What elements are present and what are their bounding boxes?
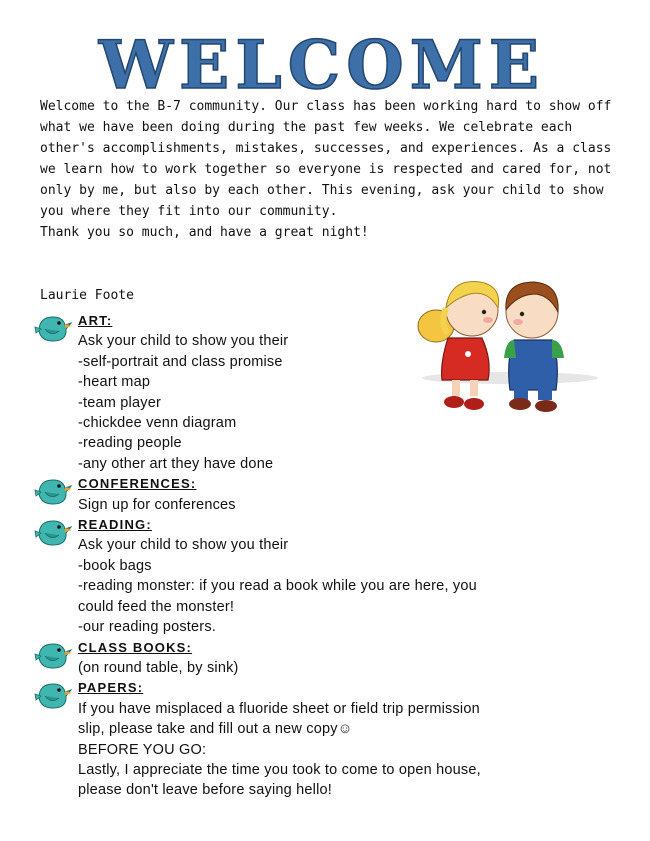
section-line: If you have misplaced a fluoride sheet or field trip permission: [78, 700, 480, 717]
section-title: PAPERS:: [78, 680, 144, 696]
section-line: -self-portrait and class promise: [78, 353, 283, 370]
section-title: CONFERENCES:: [78, 476, 197, 492]
section-line: slip, please take and fill out a new copy☺: [78, 721, 353, 738]
bird-icon: [33, 474, 73, 510]
section-line: -any other art they have done: [78, 455, 274, 472]
section-reading: [0, 515, 650, 637]
teacher-signature: Laurie Foote: [40, 288, 134, 303]
section-body: [78, 474, 650, 515]
section-line: Lastly, I appreciate the time you took to come to open house,: [78, 761, 481, 778]
section-line: Sign up for conferences: [78, 496, 236, 513]
section-body: [78, 638, 650, 679]
intro-text: [40, 96, 620, 243]
section-title: CLASS BOOKS:: [78, 639, 193, 655]
bird-icon: [33, 678, 73, 714]
intro-thanks: Thank you so much, and have a great night!: [40, 225, 369, 240]
sections-list: [0, 311, 650, 801]
section-line: -chickdee venn diagram: [78, 415, 237, 432]
section-line: -reading monster: if you read a book while you are here, you: [78, 578, 477, 595]
section-body: [78, 515, 650, 637]
section-line: -team player: [78, 394, 161, 411]
section-line: -book bags: [78, 557, 152, 574]
section-class-books: [0, 638, 650, 679]
bird-icon: [33, 638, 73, 674]
section-papers: [0, 678, 650, 800]
intro-paragraph: Welcome to the B-7 community. Our class has been working hard to show off what we have been doing during the past few weeks. We celebrate each other's accomplishments, mistakes, successes, and experiences. As a class we learn how to work together so everyone is respected and cared for, not only by me, but also by each other. This evening, ask your child to show you where they fit into our community.: [40, 99, 612, 219]
section-line: BEFORE YOU GO:: [78, 741, 207, 758]
section-line: please don't leave before saying hello!: [78, 782, 333, 799]
section-title: READING:: [78, 517, 152, 533]
section-line: Ask your child to show you their: [78, 333, 289, 350]
bird-icon: [33, 311, 73, 347]
bird-icon: [33, 515, 73, 551]
welcome-title: [42, 28, 602, 98]
section-art: [0, 311, 650, 474]
section-line: (on round table, by sink): [78, 659, 239, 676]
section-line: -reading people: [78, 435, 182, 452]
section-line: Ask your child to show you their: [78, 537, 289, 554]
section-body: [78, 678, 650, 800]
section-body: [78, 311, 650, 474]
welcome-title-text: WELCOME: [98, 28, 546, 98]
section-line: could feed the monster!: [78, 598, 235, 615]
section-conferences: [0, 474, 650, 515]
section-title: ART:: [78, 313, 113, 328]
section-line: -heart map: [78, 374, 151, 391]
section-line: -our reading posters.: [78, 619, 216, 636]
